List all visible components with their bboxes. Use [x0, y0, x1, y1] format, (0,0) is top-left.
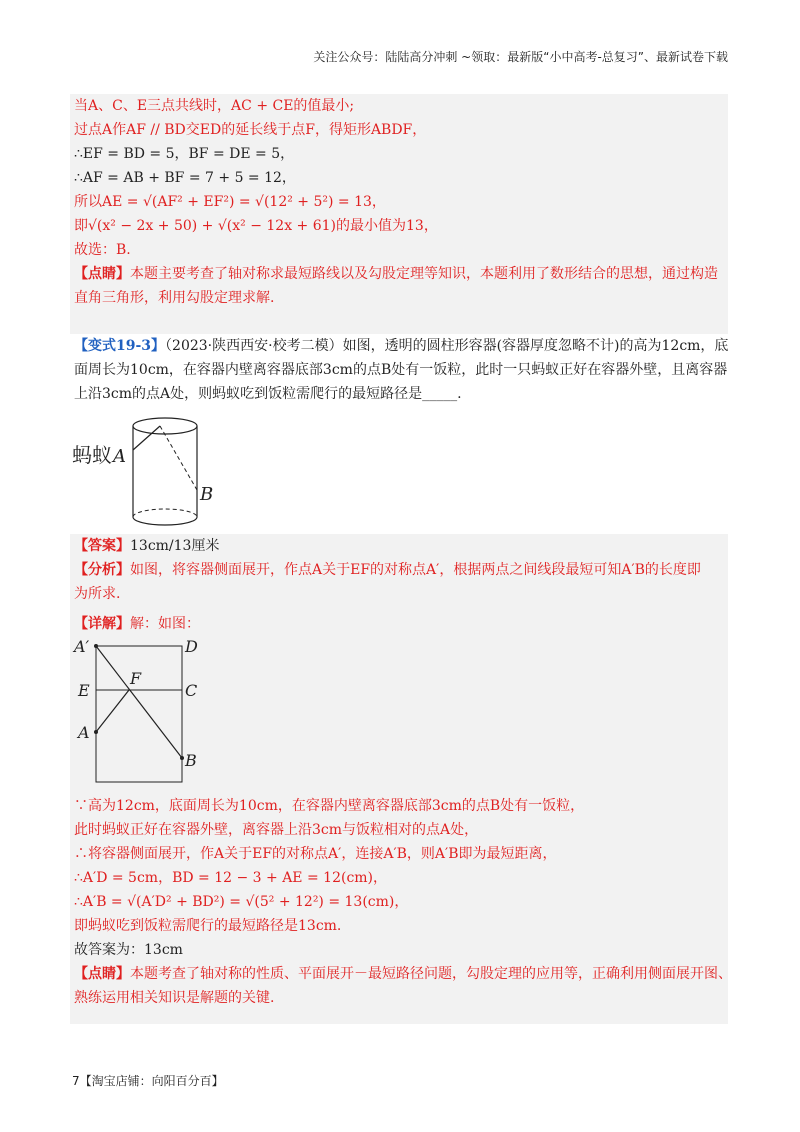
review-tag: 【点睛】: [74, 966, 130, 982]
solution-line: 所以AE = √(AF² + EF²) = √(12² + 5²) = 13，: [74, 194, 386, 210]
ant-label: 蚂蚁: [72, 443, 112, 467]
analysis-text: 如图，将容器侧面展开，作点A关于EF的对称点A′，根据两点之间线段最短可知A′B的长度即: [130, 562, 701, 578]
detail-line: ∴A′B = √(A′D² + BD²) = √(5² + 12²) = 13(cm)，: [74, 894, 409, 910]
solution-line: 过点A作AF // BD交ED的延长线于点F，得矩形ABDF，: [74, 122, 427, 138]
cylinder-bottom-front: [133, 517, 197, 525]
unfolded-figure: [72, 636, 272, 786]
solution-block: [70, 94, 728, 334]
detail-line: 故答案为：13cm: [74, 942, 183, 958]
review-line: [70, 962, 732, 986]
answer-line: [70, 534, 728, 558]
point-A: [94, 730, 98, 734]
label-E: E: [78, 681, 90, 700]
review-text: 本题考查了轴对称的性质、平面展开－最短路径问题，勾股定理的应用等，正确利用侧面展开图、: [130, 966, 732, 982]
detail-line: [70, 612, 728, 636]
review-line: 直角三角形，利用勾股定理求解.: [74, 290, 275, 306]
detail-line: 即蚂蚁吃到饭粒需爬行的最短路径是13cm.: [74, 918, 342, 934]
detail-line: ∴A′D = 5cm，BD = 12 − 3 + AE = 12(cm)，: [74, 870, 388, 886]
point-A-label: A: [113, 446, 126, 467]
problem-block: [70, 334, 728, 406]
page-footer: 7【淘宝店铺：向阳百分百】: [72, 1074, 224, 1088]
answer-tag: 【答案】: [74, 538, 130, 554]
solution-line: ∴EF = BD = 5，BF = DE = 5，: [74, 146, 295, 162]
path-segment-dashed: [160, 426, 197, 490]
detail-line: ∴将容器侧面展开，作A关于EF的对称点A′，连接A′B，则A′B即为最短距离，: [74, 846, 557, 862]
detail-text: 解：如图：: [130, 616, 200, 632]
problem-line: [70, 334, 728, 358]
solution-line: 故选：B.: [74, 242, 131, 258]
point-B-label: B: [200, 484, 214, 505]
unfolded-rectangle: [96, 646, 182, 782]
point-A-prime: [94, 644, 98, 648]
detail-line: 此时蚂蚁正好在容器外壁，离容器上沿3cm与饭粒相对的点A处，: [74, 822, 479, 838]
A-F-line: [96, 690, 129, 732]
problem-tag: 【变式19-3】: [74, 338, 166, 354]
review-line: 熟练运用相关知识是解题的关键.: [74, 990, 275, 1006]
review-line: [70, 262, 728, 286]
point-B: [180, 756, 184, 760]
analysis-line: 为所求.: [74, 586, 121, 602]
label-A-prime: A′: [74, 637, 90, 656]
cylinder-figure: [70, 412, 230, 537]
solution-line: ∴AF = AB + BF = 7 + 5 = 12，: [74, 170, 296, 186]
answer-text: 13cm/13厘米: [130, 538, 220, 554]
A-prime-B-line: [96, 646, 182, 758]
problem-text: （2023·陕西西安·校考二模）如图，透明的圆柱形容器(容器厚度忽略不计)的高为12cm，底: [165, 338, 729, 354]
problem-line: 面周长为10cm，在容器内壁离容器底部3cm的点B处有一饭粒，此时一只蚂蚁正好在容器外壁，且离容器: [74, 362, 728, 378]
label-D: D: [185, 637, 198, 656]
page-header: 关注公众号：陆陆高分冲刺 ~领取：最新版“小中高考-总复习”、最新试卷下载: [313, 50, 728, 64]
answer-block: [70, 534, 732, 1024]
analysis-line: [70, 558, 728, 582]
label-F: F: [130, 669, 142, 688]
detail-line: ∵高为12cm，底面周长为10cm，在容器内壁离容器底部3cm的点B处有一饭粒，: [74, 798, 585, 814]
review-text: 本题主要考查了轴对称求最短路线以及勾股定理等知识，本题利用了数形结合的思想，通过构造: [130, 266, 718, 282]
analysis-tag: 【分析】: [74, 562, 130, 578]
solution-line: 即√(x² − 2x + 50) + √(x² − 12x + 61)的最小值为13，: [74, 218, 438, 234]
cylinder-bottom-back: [133, 509, 197, 517]
review-tag: 【点睛】: [74, 266, 130, 282]
label-C: C: [185, 681, 198, 700]
detail-tag: 【详解】: [74, 616, 130, 632]
solution-line: 当A、C、E三点共线时，AC + CE的值最小;: [74, 98, 355, 114]
label-A: A: [78, 723, 90, 742]
problem-line: 上沿3cm的点A处，则蚂蚁吃到饭粒需爬行的最短路径是_____.: [74, 386, 462, 402]
label-B: B: [185, 751, 197, 770]
cylinder-top: [133, 418, 197, 434]
